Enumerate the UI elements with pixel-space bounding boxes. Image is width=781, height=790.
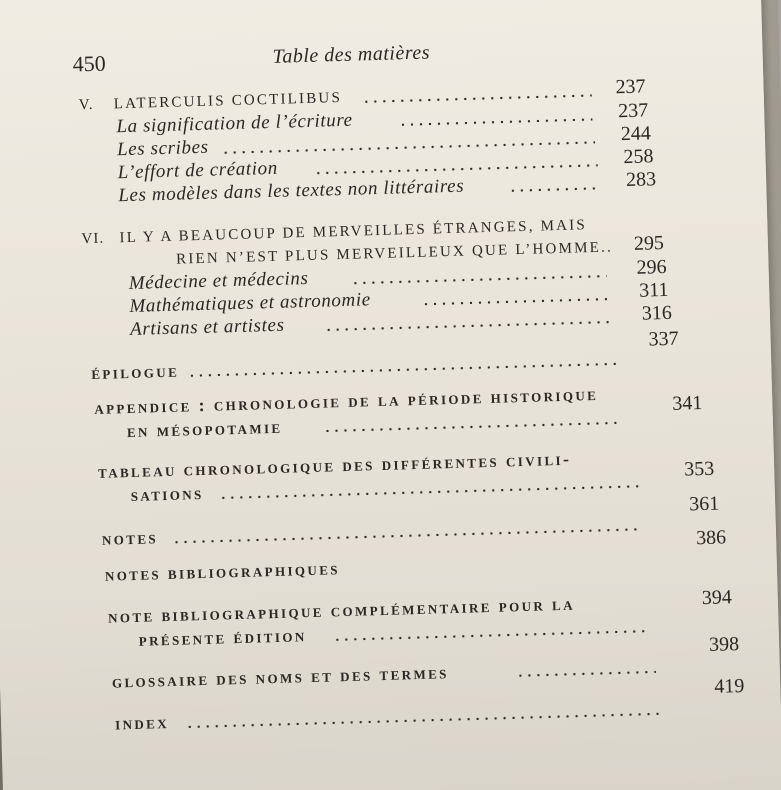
entry-page: 283: [625, 168, 657, 192]
entry-title: La signification de l’écriture: [116, 109, 353, 138]
entry-page: 244: [620, 122, 652, 146]
entry-title: épilogue: [91, 360, 180, 384]
dot-leader: [508, 187, 600, 193]
entry-title: Médecine et médecins: [128, 267, 309, 294]
dot-leader: [516, 670, 656, 677]
entry-page: 394: [701, 586, 733, 610]
dot-leader: [324, 320, 612, 331]
page-folio: 450: [72, 50, 106, 77]
entry-title: L’effort de création: [117, 157, 279, 184]
dot-leader: [314, 164, 598, 175]
entry-page: 311: [638, 278, 669, 302]
dot-leader: [323, 421, 623, 432]
entry-page: 398: [708, 633, 740, 656]
entry-title-line1: IL Y A BEAUCOUP DE MERVEILLES ÉTRANGES, MAIS: [119, 217, 588, 247]
entry-page: 295: [633, 232, 665, 255]
running-head: Table des matières: [272, 41, 431, 68]
entry-title: LATERCULIS COCTILIBUS: [113, 89, 343, 113]
dot-leader: [185, 712, 665, 728]
entry-page: 316: [641, 301, 673, 325]
dot-leader: [362, 94, 592, 103]
chapter-number: VI.: [81, 230, 105, 248]
entry-title-line1: note bibliographique complémentaire pour la: [107, 593, 576, 627]
entry-title-line2: RIEN N’EST PLUS MERVEILLEUX QUE L’HOMME..: [175, 239, 614, 268]
entry-page: 237: [615, 75, 646, 99]
entry-title-line1: appendice : chronologie de la période historique: [93, 383, 599, 418]
entry-page: 419: [713, 674, 745, 698]
dot-leader: [398, 118, 592, 126]
entry-title: Les modèles dans les textes non littéraires: [118, 175, 465, 207]
entry-page: 341: [672, 392, 703, 415]
entry-title-line1: tableau chronologique des différentes civili-: [97, 448, 572, 482]
entry-title-line2: présente édition: [138, 625, 307, 650]
entry-page: 361: [688, 492, 720, 516]
dot-leader: [172, 528, 640, 544]
entry-title: Mathématiques et astronomie: [129, 289, 372, 317]
dot-leader: [333, 630, 651, 642]
entry-title: index: [114, 712, 170, 734]
entry-title: notes: [101, 527, 159, 549]
dot-leader: [351, 275, 607, 285]
entry-title: Artisans et artistes: [129, 314, 285, 340]
dot-leader: [421, 298, 609, 306]
chapter-number: V.: [78, 96, 94, 114]
entry-page: 353: [683, 457, 715, 481]
toc-entry-notes-bibliographiques: [0, 526, 777, 591]
entry-page: 296: [636, 255, 667, 279]
dot-leader: [219, 485, 639, 500]
entry-title: Les scribes: [116, 136, 209, 161]
entry-page: 337: [648, 327, 679, 351]
entry-title-line2: sations: [130, 482, 204, 505]
entry-title-line2: en mésopotamie: [126, 416, 283, 442]
entry-title: glossaire des noms et des termes: [111, 662, 450, 692]
entry-title: notes bibliographiques: [104, 558, 341, 585]
dot-leader: [187, 362, 619, 377]
entry-page: 258: [623, 145, 654, 169]
entry-page: 386: [695, 526, 727, 550]
entry-page: 237: [617, 99, 649, 123]
